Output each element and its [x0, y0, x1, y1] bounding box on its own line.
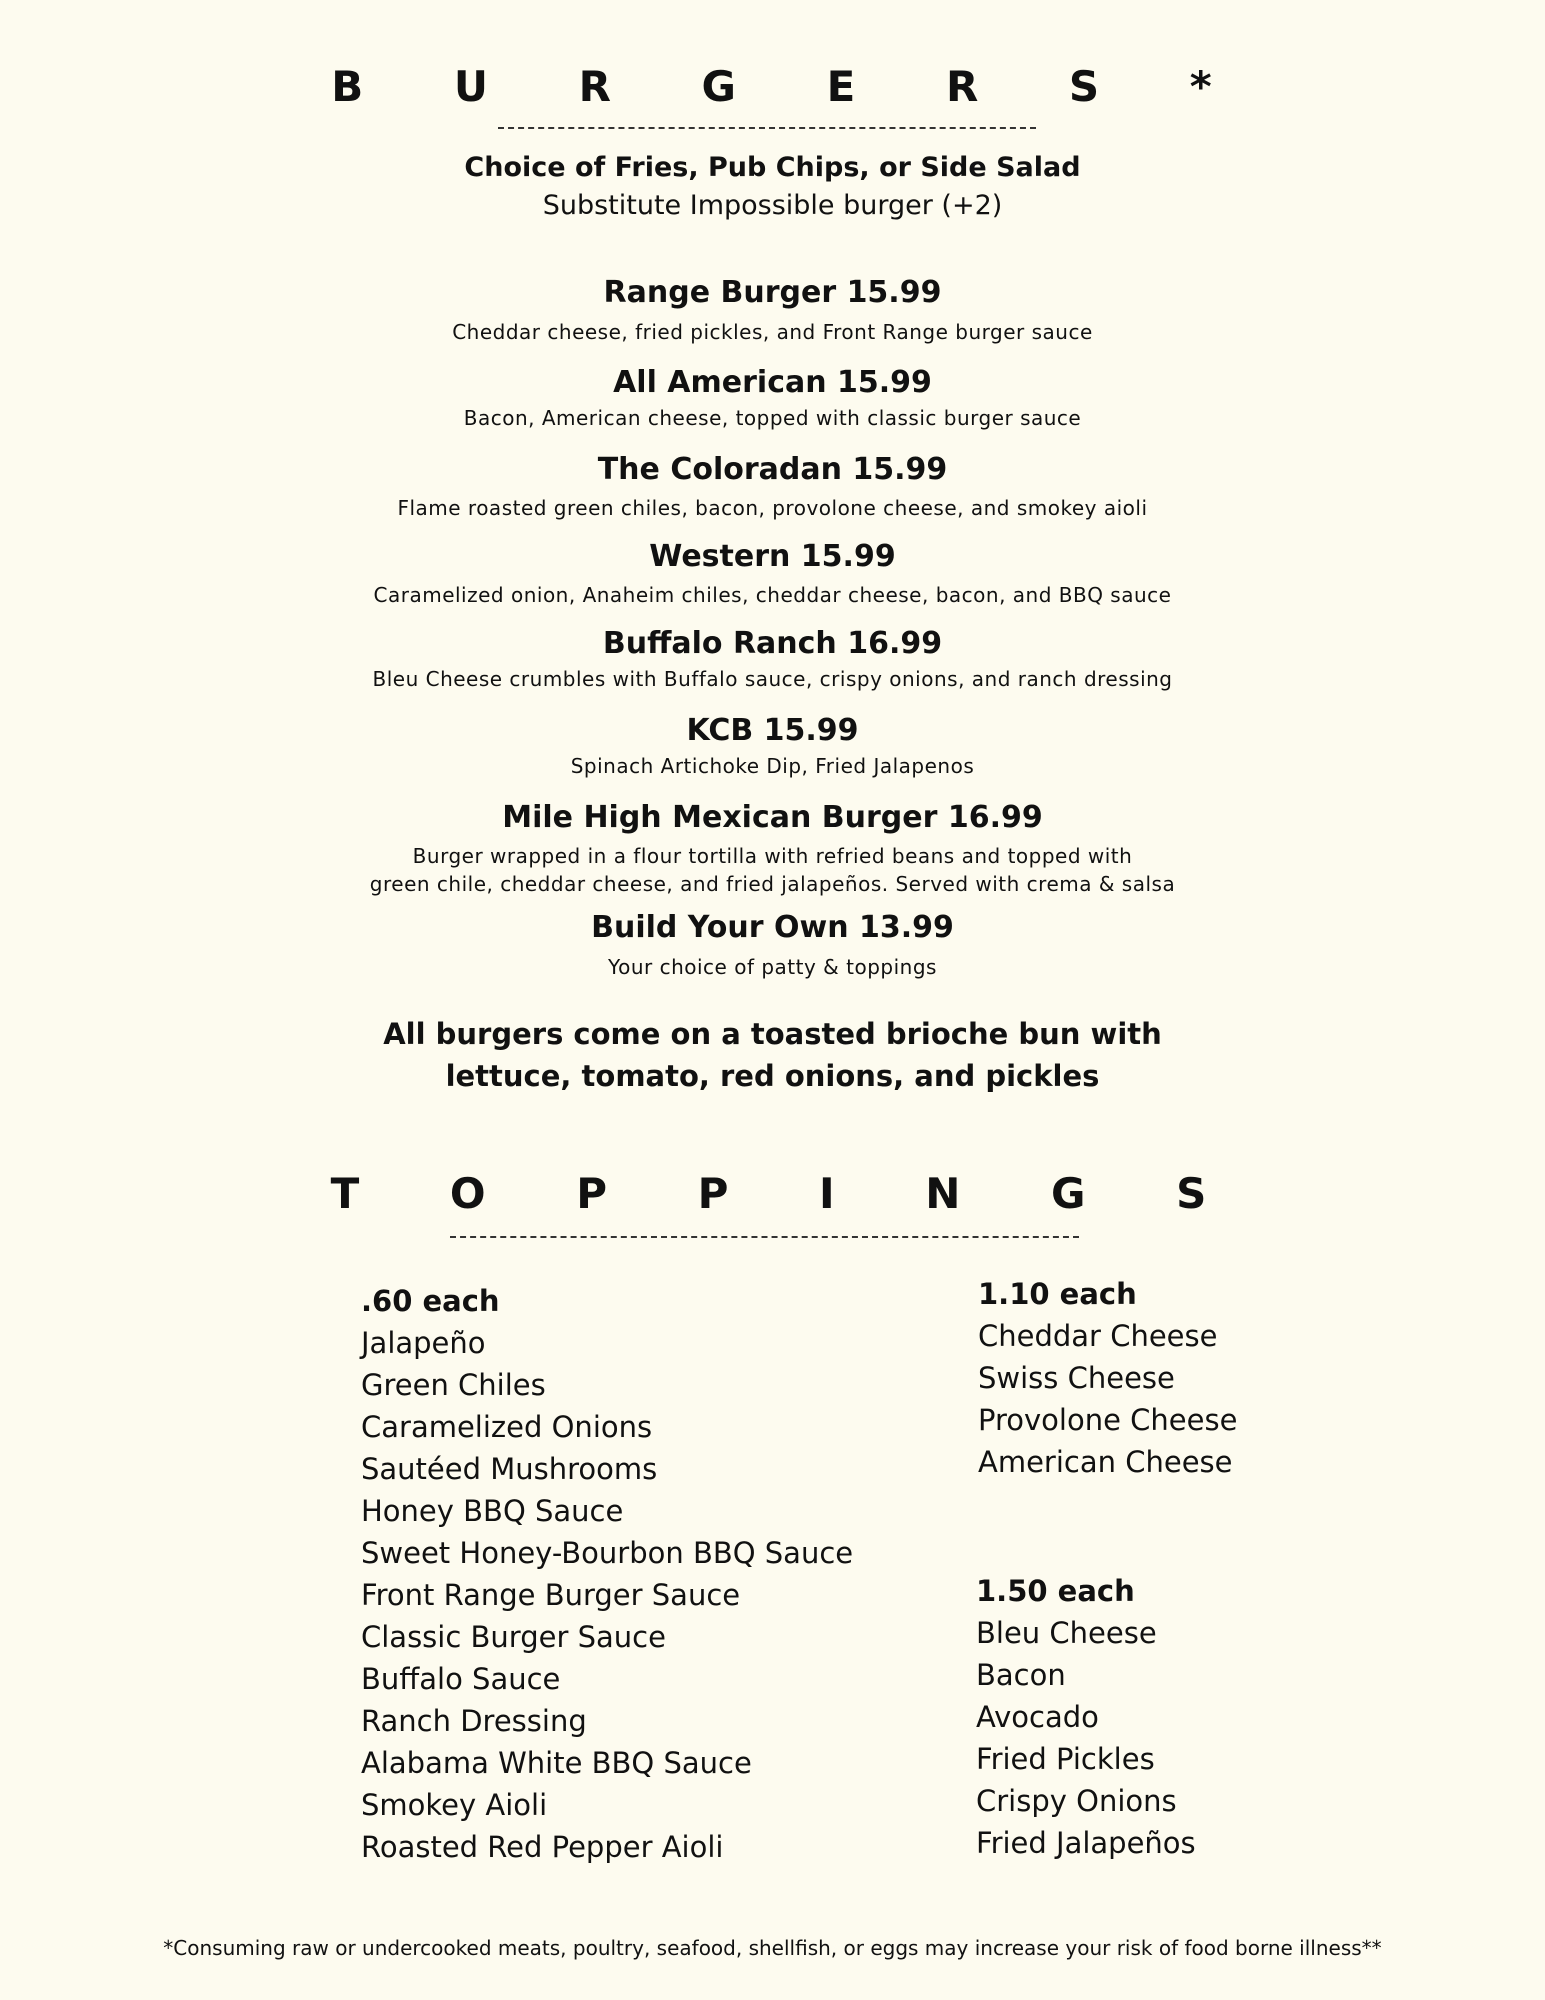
burger-item-name: Mile High Mexican Burger 16.99 — [502, 800, 1043, 835]
toppings-divider — [450, 1236, 1079, 1238]
burger-item-name: All American 15.99 — [613, 365, 932, 400]
list-item: Honey BBQ Sauce — [361, 1494, 624, 1528]
burger-item-desc: Cheddar cheese, fried pickles, and Front Range burger sauce — [452, 320, 1093, 344]
list-item: Ranch Dressing — [361, 1704, 587, 1738]
topping-group-price: .60 each — [361, 1284, 500, 1318]
burger-item-desc: Spinach Artichoke Dip, Fried Jalapenos — [570, 754, 975, 778]
topping-group-price: 1.50 each — [976, 1574, 1135, 1608]
burger-item-desc: Your choice of patty & toppings — [608, 955, 937, 979]
topping-list — [978, 1315, 1237, 1483]
topping-list — [976, 1612, 1196, 1864]
topping-group-150 — [976, 1570, 1196, 1864]
burger-item-desc: Flame roasted green chiles, bacon, provolone cheese, and smokey aioli — [397, 496, 1148, 520]
list-item: Front Range Burger Sauce — [361, 1578, 741, 1612]
burger-item-name: KCB 15.99 — [686, 713, 859, 748]
burger-item-desc: Bleu Cheese crumbles with Buffalo sauce, crispy onions, and ranch dressing — [372, 667, 1173, 691]
list-item: Caramelized Onions — [361, 1410, 653, 1444]
topping-group-110 — [978, 1273, 1237, 1483]
list-item: Crispy Onions — [976, 1784, 1177, 1818]
burger-item-name: Western 15.99 — [649, 539, 896, 574]
substitute-note: Substitute Impossible burger (+2) — [542, 190, 1003, 221]
list-item: Provolone Cheese — [978, 1403, 1238, 1437]
list-item: Green Chiles — [361, 1368, 546, 1402]
list-item: Avocado — [976, 1700, 1099, 1734]
list-item: Sautéed Mushrooms — [361, 1452, 658, 1486]
list-item: Buffalo Sauce — [361, 1662, 561, 1696]
burger-item-desc: Caramelized onion, Anaheim chiles, cheddar cheese, bacon, and BBQ sauce — [373, 583, 1172, 607]
list-item: Sweet Honey-Bourbon BBQ Sauce — [361, 1536, 854, 1570]
list-item: Roasted Red Pepper Aioli — [361, 1830, 724, 1864]
toppings-title: T O P P I N G S — [330, 1169, 1245, 1218]
burger-item-name: Range Burger 15.99 — [603, 275, 942, 310]
list-item: Jalapeño — [361, 1326, 486, 1360]
list-item: Fried Pickles — [976, 1742, 1155, 1776]
sides-choice: Choice of Fries, Pub Chips, or Side Salad — [464, 152, 1081, 183]
burgers-title: B U R G E R S * — [331, 62, 1250, 111]
burger-item-name: Buffalo Ranch 16.99 — [602, 626, 943, 661]
list-item: Alabama White BBQ Sauce — [361, 1746, 752, 1780]
burger-item-desc-2: green chile, cheddar cheese, and fried jalapeños. Served with crema & salsa — [369, 872, 1176, 896]
list-item: Smokey Aioli — [361, 1788, 548, 1822]
food-safety-disclaimer: *Consuming raw or undercooked meats, poultry, seafood, shellfish, or eggs may increase your risk of food borne illness** — [163, 1936, 1382, 1960]
topping-group-60 — [361, 1280, 853, 1868]
bun-note — [0, 1013, 1545, 1097]
list-item: Classic Burger Sauce — [361, 1620, 666, 1654]
list-item: Swiss Cheese — [978, 1361, 1175, 1395]
list-item: Bacon — [976, 1658, 1066, 1692]
topping-group-price: 1.10 each — [978, 1277, 1137, 1311]
bun-note-line-2: lettuce, tomato, red onions, and pickles — [445, 1059, 1100, 1093]
list-item: Cheddar Cheese — [978, 1319, 1218, 1353]
burger-item-desc: Bacon, American cheese, topped with classic burger sauce — [463, 406, 1082, 430]
list-item: American Cheese — [978, 1445, 1233, 1479]
burger-item-name: Build Your Own 13.99 — [591, 910, 954, 945]
burger-item-desc: Burger wrapped in a flour tortilla with refried beans and topped with — [412, 844, 1133, 868]
burger-item-name: The Coloradan 15.99 — [597, 452, 948, 487]
list-item: Bleu Cheese — [976, 1616, 1157, 1650]
bun-note-line-1: All burgers come on a toasted brioche bun with — [383, 1017, 1162, 1051]
topping-list — [361, 1322, 853, 1868]
list-item: Fried Jalapeños — [976, 1826, 1196, 1860]
burgers-divider — [498, 127, 1036, 129]
